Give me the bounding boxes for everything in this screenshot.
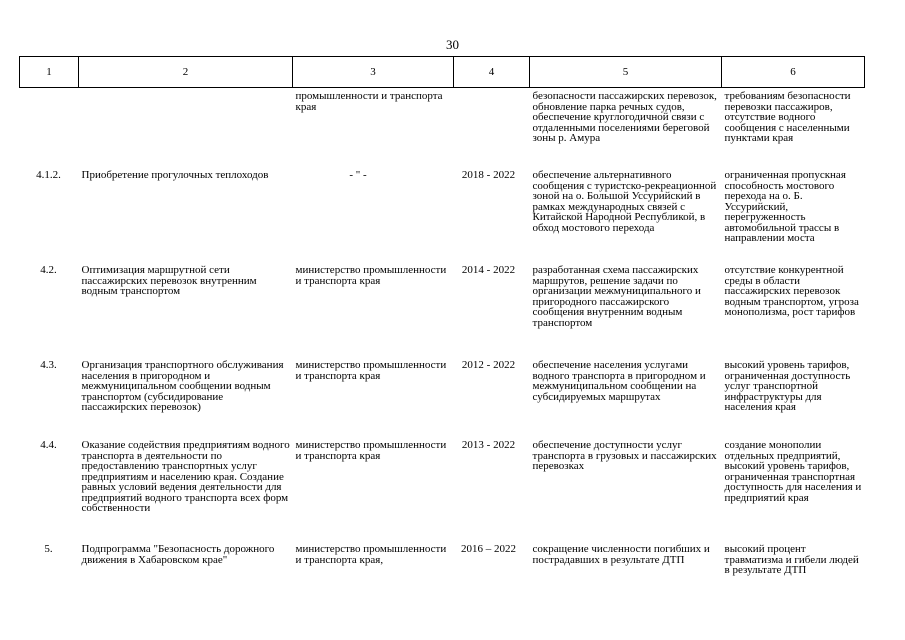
measures-table (19, 56, 865, 584)
table-row (20, 88, 865, 171)
column-header-5: 5 (530, 57, 722, 88)
table-row (20, 170, 865, 265)
consequence: высокий процент травматизма и гибели людей в результате ДТП (724, 543, 859, 576)
expected-result: обеспечение доступности услуг транспорта в грузовых и пассажирских перевозках (532, 439, 717, 472)
table-row (20, 544, 865, 584)
column-header-1: 1 (20, 57, 79, 88)
row-number: 4.3. (40, 359, 57, 371)
expected-result: безопасности пассажирских перевозок, обновление парка речных судов, обеспечение круглогодичной связи с отдаленными поселениями береговой зоны р. Амура (532, 90, 717, 144)
row-number: 5. (44, 543, 53, 555)
table-header-row (20, 57, 865, 88)
column-header-4: 4 (454, 57, 530, 88)
table-row (20, 265, 865, 360)
consequence: отсутствие конкурентной среды в области пассажирских перевозок водным транспортом, угроза монополизма, рост тарифов (724, 264, 859, 318)
measure-name: Организация транспортного обслуживания населения в пригородном и межмуниципальном сообщении водным транспортом (субсидирование пассажирских перевозок) (81, 359, 284, 413)
row-number: 4.2. (40, 264, 57, 276)
column-header-3: 3 (293, 57, 454, 88)
period (454, 88, 530, 171)
measure-name: Оптимизация маршрутной сети пассажирских перевозок внутренним водным транспортом (81, 264, 257, 297)
row-number: 4.1.2. (36, 169, 61, 181)
row-number (20, 88, 79, 171)
executor: министерство промышленности и транспорта края (295, 439, 447, 462)
executor: министерство промышленности и транспорта края, (295, 543, 447, 566)
expected-result: сокращение численности погибших и пострадавших в результате ДТП (532, 543, 710, 566)
consequence: создание монополии отдельных предприятий, высокий уровень тарифов, ограниченная транспортная доступность для населения и предприятий края (724, 439, 862, 504)
period: 2014 - 2022 (461, 264, 516, 276)
period: 2013 - 2022 (461, 439, 516, 451)
consequence: ограниченная пропускная способность мостового перехода на о. Б. Уссурийский, перегруженность автомобильной трассы в направлении моста (724, 169, 846, 244)
period: 2018 - 2022 (461, 169, 516, 181)
consequence: требованиям безопасности перевозки пассажиров, отсутствие водного сообщения с населенными пунктами края (724, 90, 851, 144)
measure-name: Приобретение прогулочных теплоходов (81, 169, 269, 181)
executor: министерство промышленности и транспорта края (295, 264, 447, 287)
measure-name: Подпрограмма "Безопасность дорожного движения в Хабаровском крае" (81, 543, 275, 566)
executor: - " - (349, 169, 367, 181)
executor: промышленности и транспорта края (295, 90, 443, 113)
table-row (20, 440, 865, 544)
page-number: 30 (446, 37, 459, 52)
consequence: высокий уровень тарифов, ограниченная доступность услуг транспортной инфраструктуры для населения края (724, 359, 851, 413)
column-header-6: 6 (722, 57, 865, 88)
measure-name: Оказание содействия предприятиям водного транспорта в деятельности по предоставлению транспортных услуг предприятиям и населению края. Создание равных условий ведения деятельности для предприятий водного транспорта всех форм собственности (81, 439, 290, 514)
column-header-2: 2 (79, 57, 293, 88)
executor: министерство промышленности и транспорта края (295, 359, 447, 382)
period: 2012 - 2022 (461, 359, 516, 371)
expected-result: обеспечение альтернативного сообщения с туристско-рекреационной зоной на о. Большой Уссурийский в рамках международных связей с Китайской Народной Республикой, в обход мостового перехода (532, 169, 717, 234)
measure-name (79, 88, 293, 171)
row-number: 4.4. (40, 439, 57, 451)
period: 2016 – 2022 (461, 543, 516, 555)
expected-result: обеспечение населения услугами водного транспорта в пригородном и межмуниципальном сообщении на субсидируемых маршрутах (532, 359, 706, 403)
table-row (20, 360, 865, 440)
expected-result: разработанная схема пассажирских маршрутов, решение задачи по организации межмуниципального и пригородного пассажирского сообщения внутренним водным транспортом (532, 264, 701, 329)
